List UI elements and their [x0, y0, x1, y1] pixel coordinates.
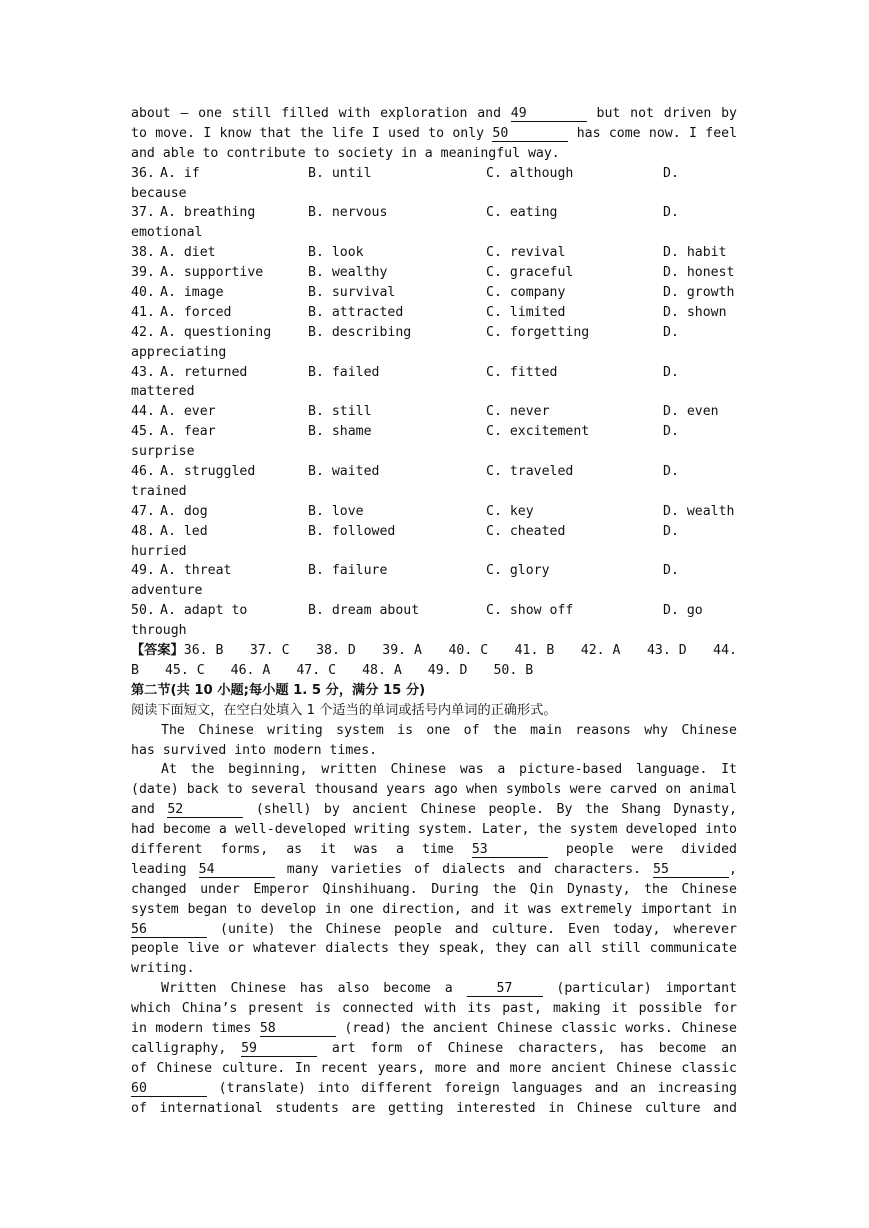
option-a: A. supportive [160, 265, 264, 281]
text-segment: in modern times [131, 1020, 260, 1036]
option-b: B. followed [308, 523, 396, 539]
question-number: 42. [131, 324, 155, 340]
question-number: 47. [131, 503, 155, 519]
question-number: 50. [131, 603, 155, 619]
question-number: 40. [131, 285, 155, 301]
text-segment: (unite) the Chinese people and culture. Even today, wherever [220, 921, 737, 937]
text-segment: people live or whatever dialects they speak, they can all still communicate [131, 941, 737, 957]
passage-line [131, 780, 737, 800]
answer-blank[interactable]: 59 [241, 1041, 317, 1057]
option-a: A. adapt to [160, 603, 248, 619]
option-b: B. describing [308, 324, 412, 340]
text-segment: calligraphy, [131, 1040, 242, 1056]
answer-item: 39. A [382, 643, 422, 659]
option-c: C. limited [486, 304, 566, 320]
answer-item: B [131, 662, 139, 678]
section-instruction: 阅读下面短文，在空白处填入 1 个适当的单词或括号内单词的正确形式。 [131, 702, 557, 718]
text-segment: and [131, 802, 168, 818]
passage-line [131, 1059, 737, 1079]
question-options-list [131, 164, 737, 641]
intro-line [131, 144, 737, 164]
question-number: 49. [131, 563, 155, 579]
text-segment: art form of Chinese characters, has become an [331, 1040, 737, 1056]
option-d-continued: appreciating [131, 344, 227, 360]
question-row [131, 363, 737, 383]
answer-blank[interactable]: 54 [199, 862, 275, 878]
answer-item: 47. C [296, 662, 337, 678]
option-a: A. image [160, 285, 224, 301]
option-a: A. led [160, 523, 208, 539]
intro-line [131, 124, 737, 144]
intro-line [131, 104, 737, 124]
text-segment: , [729, 861, 737, 877]
answer-item: 43. D [646, 643, 687, 659]
answer-item: 40. C [448, 643, 489, 659]
text-segment: writing. [131, 961, 195, 977]
option-a: A. if [160, 165, 200, 181]
question-row [131, 263, 737, 283]
question-row [131, 462, 737, 482]
passage-line [131, 979, 737, 999]
option-d: D. [663, 464, 679, 480]
option-d-continued: mattered [131, 384, 195, 400]
answer-item: 45. C [164, 662, 205, 678]
text-segment: to move. I know that the life I used to only [131, 125, 493, 141]
text-segment: (date) back to several thousand years ago when symbols were carved on animal [131, 782, 737, 798]
answer-label: 【答案】 [131, 643, 184, 659]
text-segment: has come now. I feel [576, 125, 737, 141]
question-number: 48. [131, 523, 155, 539]
option-b: B. failure [308, 563, 388, 579]
option-d: D. honest [663, 265, 735, 281]
option-d-continued: surprise [131, 444, 195, 460]
answer-item: 46. A [230, 662, 271, 678]
option-a: A. questioning [160, 324, 272, 340]
text-segment: people were divided [565, 841, 737, 857]
question-row [131, 601, 737, 621]
option-a: A. ever [160, 404, 216, 420]
answer-item: 49. D [427, 662, 468, 678]
option-d-continued: through [131, 623, 187, 639]
option-d: D. wealth [663, 503, 735, 519]
passage-line [131, 860, 737, 880]
option-a: A. diet [160, 245, 216, 261]
option-a: A. threat [160, 563, 232, 579]
option-d: D. habit [663, 245, 727, 261]
answer-blank[interactable]: 55 [653, 862, 729, 878]
text-segment: leading [131, 861, 199, 877]
passage-line [131, 999, 737, 1019]
passage-line [131, 880, 737, 900]
passage-line [131, 920, 737, 940]
option-c: C. key [486, 503, 534, 519]
option-c: C. cheated [486, 523, 566, 539]
text-segment: about — one still filled with exploration and [131, 106, 511, 121]
option-c: C. graceful [486, 265, 574, 281]
text-segment: which China’s present is connected with its past, making it possible for [131, 1001, 737, 1017]
text-segment: (read) the ancient Chinese classic works. Chinese [335, 1020, 737, 1036]
answer-key [131, 641, 737, 681]
option-d-continued: hurried [131, 543, 187, 559]
answer-item: 44. [713, 643, 737, 659]
text-segment: and able to contribute to society in a meaningful way. [131, 145, 560, 161]
question-row [131, 561, 737, 581]
question-row [131, 203, 737, 223]
option-b: B. love [308, 503, 364, 519]
text-segment: (particular) important [556, 981, 737, 997]
option-a: A. fear [160, 424, 216, 440]
option-b: B. survival [308, 285, 396, 301]
option-d: D. [663, 563, 679, 579]
option-a: A. forced [160, 304, 232, 320]
option-b: B. waited [308, 464, 380, 480]
option-b: B. attracted [308, 304, 404, 320]
passage-line [131, 741, 737, 761]
option-a: A. struggled [160, 464, 256, 480]
option-d: D. go [663, 603, 703, 619]
option-b: B. dream about [308, 603, 420, 619]
text-segment: changed under Emperor Qinshihuang. During the Qin Dynasty, the Chinese [131, 881, 737, 897]
question-number: 41. [131, 304, 155, 320]
answer-item: 48. A [362, 662, 402, 678]
option-c: C. traveled [486, 464, 574, 480]
question-number: 38. [131, 245, 155, 261]
option-d: D. [663, 523, 679, 539]
text-segment: (shell) by ancient Chinese people. By the Shang Dynasty, [255, 802, 737, 818]
answer-blank[interactable]: 50 [492, 126, 568, 142]
option-b: B. still [308, 404, 372, 420]
text-segment: At the beginning, written Chinese was a picture-based language. It [161, 762, 737, 778]
text-segment: different forms, as it was a time [131, 841, 472, 857]
answer-item: 36. B [183, 643, 224, 659]
option-d: D. [663, 424, 679, 440]
option-d: D. even [663, 404, 719, 420]
answer-group [131, 641, 223, 661]
passage-line [131, 760, 737, 780]
section-heading: 第二节(共 10 小题;每小题 1. 5 分，满分 15 分) [131, 682, 426, 698]
question-row [131, 502, 737, 522]
option-b: B. until [308, 165, 372, 181]
text-segment: of Chinese culture. In recent years, more and more ancient Chinese classic [131, 1060, 737, 1076]
answer-blank[interactable]: 53 [472, 842, 548, 858]
passage [131, 721, 737, 1119]
text-segment: had become a well-developed writing system. Later, the system developed into [131, 822, 737, 838]
question-number: 43. [131, 364, 155, 380]
question-number: 37. [131, 205, 155, 221]
option-d-continued: because [131, 185, 187, 201]
option-a: A. returned [160, 364, 248, 380]
option-c: C. forgetting [486, 324, 590, 340]
option-c: C. fitted [486, 364, 558, 380]
question-row [131, 243, 737, 263]
answer-blank[interactable]: 52 [167, 802, 243, 818]
option-d: D. [663, 324, 679, 340]
text-segment: (translate) into different foreign languages and an increasing [218, 1080, 737, 1096]
answer-item: 41. B [514, 643, 555, 659]
text-segment: many varieties of dialects and characters. [274, 861, 654, 877]
passage-line [131, 939, 737, 959]
question-number: 39. [131, 265, 155, 281]
option-a: A. dog [160, 503, 208, 519]
intro-paragraph [131, 104, 737, 164]
question-row [131, 522, 737, 542]
passage-line [131, 959, 737, 979]
option-b: B. shame [308, 424, 372, 440]
option-c: C. never [486, 404, 550, 420]
option-d: D. growth [663, 285, 735, 301]
text-segment: has survived into modern times. [131, 742, 378, 758]
option-d-continued: adventure [131, 583, 203, 599]
passage-line [131, 820, 737, 840]
text-segment: system began to develop in one direction, and it was extremely important in [131, 901, 737, 917]
option-d: D. shown [663, 304, 727, 320]
passage-line [131, 1079, 737, 1099]
passage-line [131, 900, 737, 920]
question-number: 45. [131, 424, 155, 440]
question-number: 36. [131, 165, 155, 181]
option-c: C. glory [486, 563, 550, 579]
question-row [131, 422, 737, 442]
option-d: D. [663, 205, 679, 221]
question-row [131, 303, 737, 323]
passage-line [131, 800, 737, 820]
option-c: C. eating [486, 205, 558, 221]
option-d-continued: trained [131, 483, 187, 499]
question-row [131, 283, 737, 303]
answer-line [131, 661, 737, 681]
option-c: C. show off [486, 603, 574, 619]
answer-line [131, 641, 737, 661]
option-c: C. although [486, 165, 574, 181]
option-c: C. company [486, 285, 566, 301]
text-segment: Written Chinese has also become a [161, 981, 467, 997]
answer-blank[interactable]: 56 [131, 922, 207, 938]
option-d-continued: emotional [131, 225, 203, 241]
answer-item: 38. D [316, 643, 356, 659]
passage-line [131, 1039, 737, 1059]
answer-blank[interactable]: 58 [260, 1021, 336, 1037]
option-c: C. revival [486, 245, 566, 261]
answer-blank[interactable]: 49 [511, 106, 587, 122]
document-page [131, 104, 737, 1118]
passage-line [131, 1019, 737, 1039]
option-a: A. breathing [160, 205, 256, 221]
option-b: B. nervous [308, 205, 388, 221]
passage-line [131, 1099, 737, 1119]
answer-item: 50. B [493, 662, 534, 678]
answer-blank[interactable]: 57 [467, 981, 543, 997]
answer-blank[interactable]: 60 [131, 1081, 207, 1097]
option-c: C. excitement [486, 424, 590, 440]
answer-item: 37. C [249, 643, 290, 659]
question-row [131, 402, 737, 422]
answer-item: 42. A [580, 643, 621, 659]
question-number: 46. [131, 464, 155, 480]
option-d: D. [663, 364, 679, 380]
option-b: B. failed [308, 364, 380, 380]
text-segment: of international students are getting interested in Chinese culture and [131, 1100, 737, 1116]
option-b: B. wealthy [308, 265, 388, 281]
question-number: 44. [131, 404, 155, 420]
passage-line [131, 721, 737, 741]
text-segment: The Chinese writing system is one of the main reasons why Chinese [161, 722, 737, 738]
text-segment: but not driven by [596, 106, 737, 121]
option-d: D. [663, 165, 679, 181]
question-row [131, 164, 737, 184]
question-row [131, 323, 737, 343]
option-b: B. look [308, 245, 364, 261]
passage-line [131, 840, 737, 860]
